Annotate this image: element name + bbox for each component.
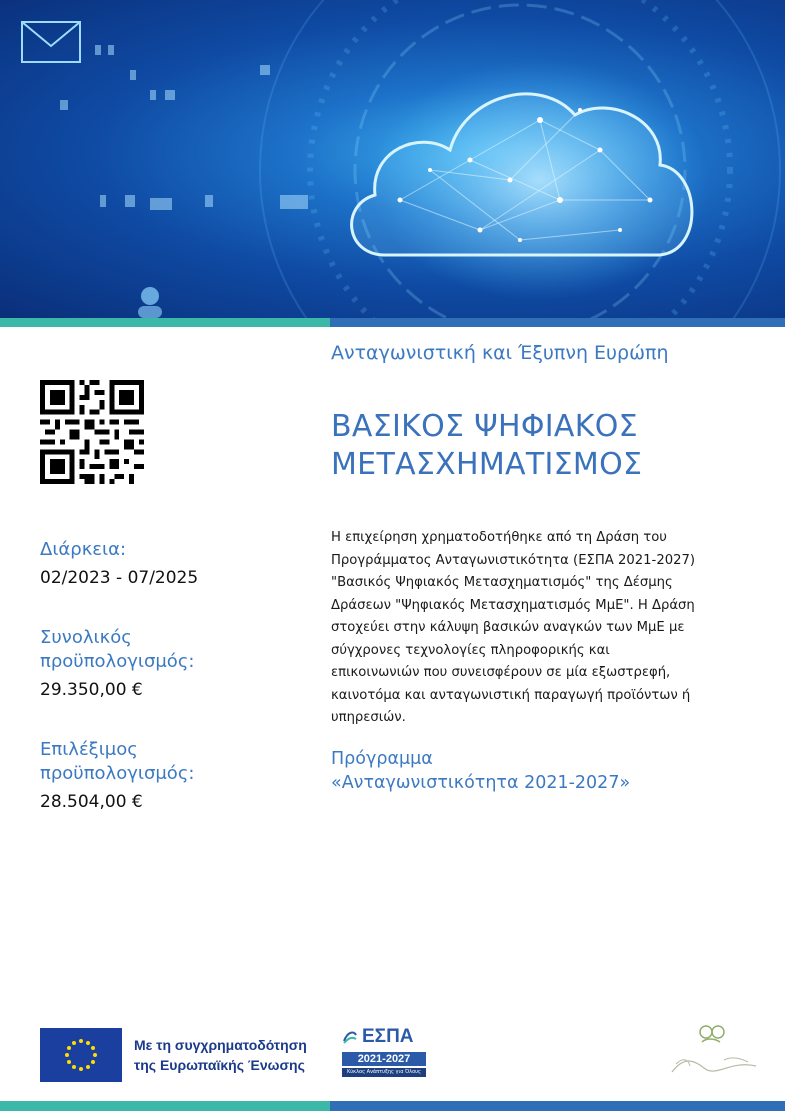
duration-block: [40, 538, 290, 590]
company-logo: [664, 1020, 764, 1086]
program-line-2: «Ανταγωνιστικότητα 2021-2027»: [331, 773, 631, 793]
eu-text-line-1: Με τη συγχρηματοδότηση: [134, 1037, 307, 1053]
espa-name: ΕΣΠΑ: [362, 1026, 414, 1047]
description-line: Προγράμματος Ανταγωνιστικότητα (ΕΣΠΑ 2021-2027): [331, 552, 696, 568]
hero-image: [0, 0, 785, 318]
program-name: [331, 747, 630, 795]
duration-label: Διάρκεια:: [40, 539, 127, 560]
total-budget-block: [40, 626, 290, 702]
description-line: επικοινωνιών που συνεισφέρουν σε μία εξωστρεφή,: [331, 665, 671, 680]
description-line: Δράσεων "Ψηφιακός Μετασχηματισμός ΜμΕ". Η Δράση: [331, 597, 695, 613]
espa-logo: [340, 1026, 428, 1082]
eligible-budget-block: [40, 738, 290, 814]
eu-cofunding-text: [134, 1035, 307, 1075]
eligible-budget-label-line-1: Επιλέξιμος: [40, 739, 138, 760]
espa-motto: Κύκλος Ανάπτυξης για Όλους: [342, 1068, 426, 1077]
description-line: "Βασικός Ψηφιακός Μετασχηματισμός" της Δέσμης: [331, 575, 673, 590]
description-line: καινοτόμα και ανταγωνιστική παραγωγή προϊόντων ή: [331, 687, 691, 703]
program-line-1: Πρόγραμμα: [331, 749, 433, 769]
top-bar-green: [0, 318, 330, 327]
eligible-budget-value: 28.504,00 €: [40, 792, 143, 812]
top-bar-blue: [330, 318, 785, 327]
title-line-2: ΜΕΤΑΣΧΗΜΑΤΙΣΜΟΣ: [331, 447, 643, 482]
description-line: στοχεύει στην κάλυψη βασικών αναγκών των ΜμΕ με: [331, 620, 685, 635]
description-line: Η επιχείρηση χρηματοδοτήθηκε από τη Δράση του: [331, 530, 667, 545]
page-title: [331, 408, 642, 484]
total-budget-label-line-2: προϋπολογισμός:: [40, 651, 195, 672]
duration-value: 02/2023 - 07/2025: [40, 568, 199, 588]
total-budget-label-line-1: Συνολικός: [40, 627, 132, 648]
description-line: υπηρεσιών.: [331, 710, 406, 725]
qr-code[interactable]: [40, 380, 144, 484]
bottom-color-bar: [0, 1101, 785, 1111]
eu-stars-icon: [40, 1028, 122, 1082]
eu-flag-logo: [40, 1028, 122, 1082]
espa-years: 2021-2027: [342, 1052, 426, 1066]
cloud-network-illustration: [0, 0, 785, 318]
total-budget-value: 29.350,00 €: [40, 680, 143, 700]
eligible-budget-label-line-2: προϋπολογισμός:: [40, 763, 195, 784]
title-line-1: ΒΑΣΙΚΟΣ ΨΗΦΙΑΚΟΣ: [331, 409, 638, 444]
bottom-bar-green: [0, 1101, 330, 1111]
top-color-bar: [0, 318, 785, 327]
bottom-bar-blue: [330, 1101, 785, 1111]
description-line: σύγχρονες τεχνολογίες πληροφορικής και: [331, 642, 610, 658]
subtitle: Ανταγωνιστική και Έξυπνη Ευρώπη: [331, 342, 669, 364]
description: [331, 527, 751, 730]
project-details: [40, 538, 290, 850]
company-logo-image: [664, 1020, 764, 1086]
eu-text-line-2: της Ευρωπαϊκής Ένωσης: [134, 1057, 305, 1073]
espa-swirl-icon: [342, 1029, 358, 1045]
